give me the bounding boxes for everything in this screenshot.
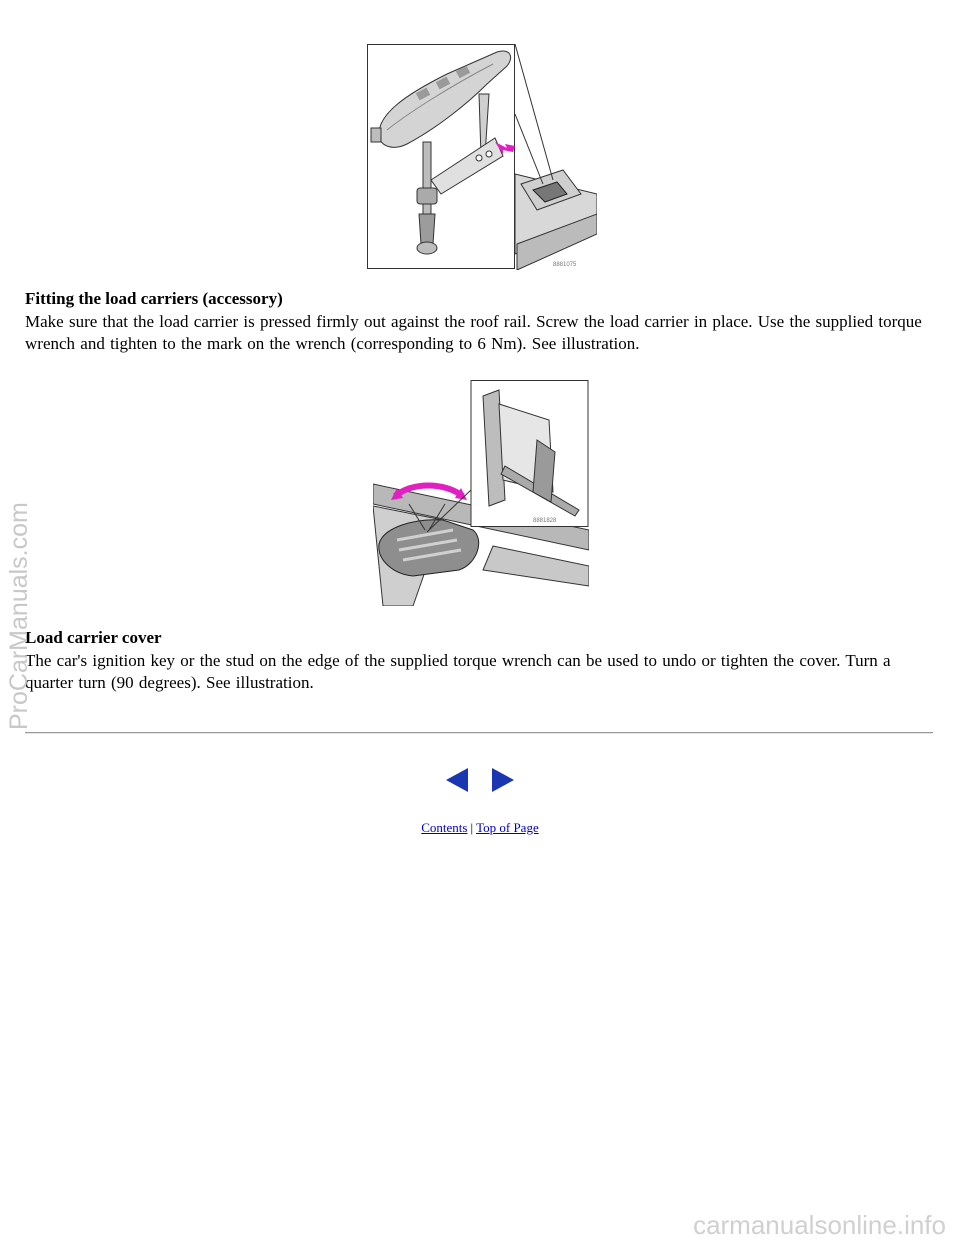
left-arrow-icon[interactable] — [444, 766, 470, 794]
section-body-cover: The car's ignition key or the stud on the edge of the supplied torque wrench can be used to undo or tighten the cover. Turn a quarter turn (90 degrees). See illustration. — [25, 651, 891, 692]
section-title-cover: Load carrier cover — [25, 628, 162, 647]
side-watermark: ProCarManuals.com — [5, 502, 33, 730]
svg-text:8881828: 8881828 — [533, 518, 557, 524]
contents-link[interactable]: Contents — [421, 820, 468, 835]
page-navigation — [444, 766, 518, 794]
top-of-page-link[interactable]: Top of Page — [476, 820, 539, 835]
section-title-fitting: Fitting the load carriers (accessory) — [25, 289, 283, 308]
bottom-watermark: carmanualsonline.info — [693, 1210, 946, 1240]
section-body-fitting: Make sure that the load carrier is pressed firmly out against the roof rail. Screw the load carrier in place. Use the supplied torque wrench and tighten to the mark on the wrench (corresponding to 6 Nm). See illustration. — [25, 312, 922, 353]
footer-separator: | — [470, 820, 474, 835]
torque-wrench-illustration — [367, 44, 597, 270]
horizontal-divider — [25, 732, 933, 734]
right-arrow-shape — [492, 768, 514, 792]
footer-links — [0, 820, 960, 836]
load-carrier-cover-illustration — [373, 380, 589, 606]
svg-text:8881075: 8881075 — [553, 262, 577, 268]
left-arrow-shape — [446, 768, 468, 792]
right-arrow-icon[interactable] — [490, 766, 516, 794]
